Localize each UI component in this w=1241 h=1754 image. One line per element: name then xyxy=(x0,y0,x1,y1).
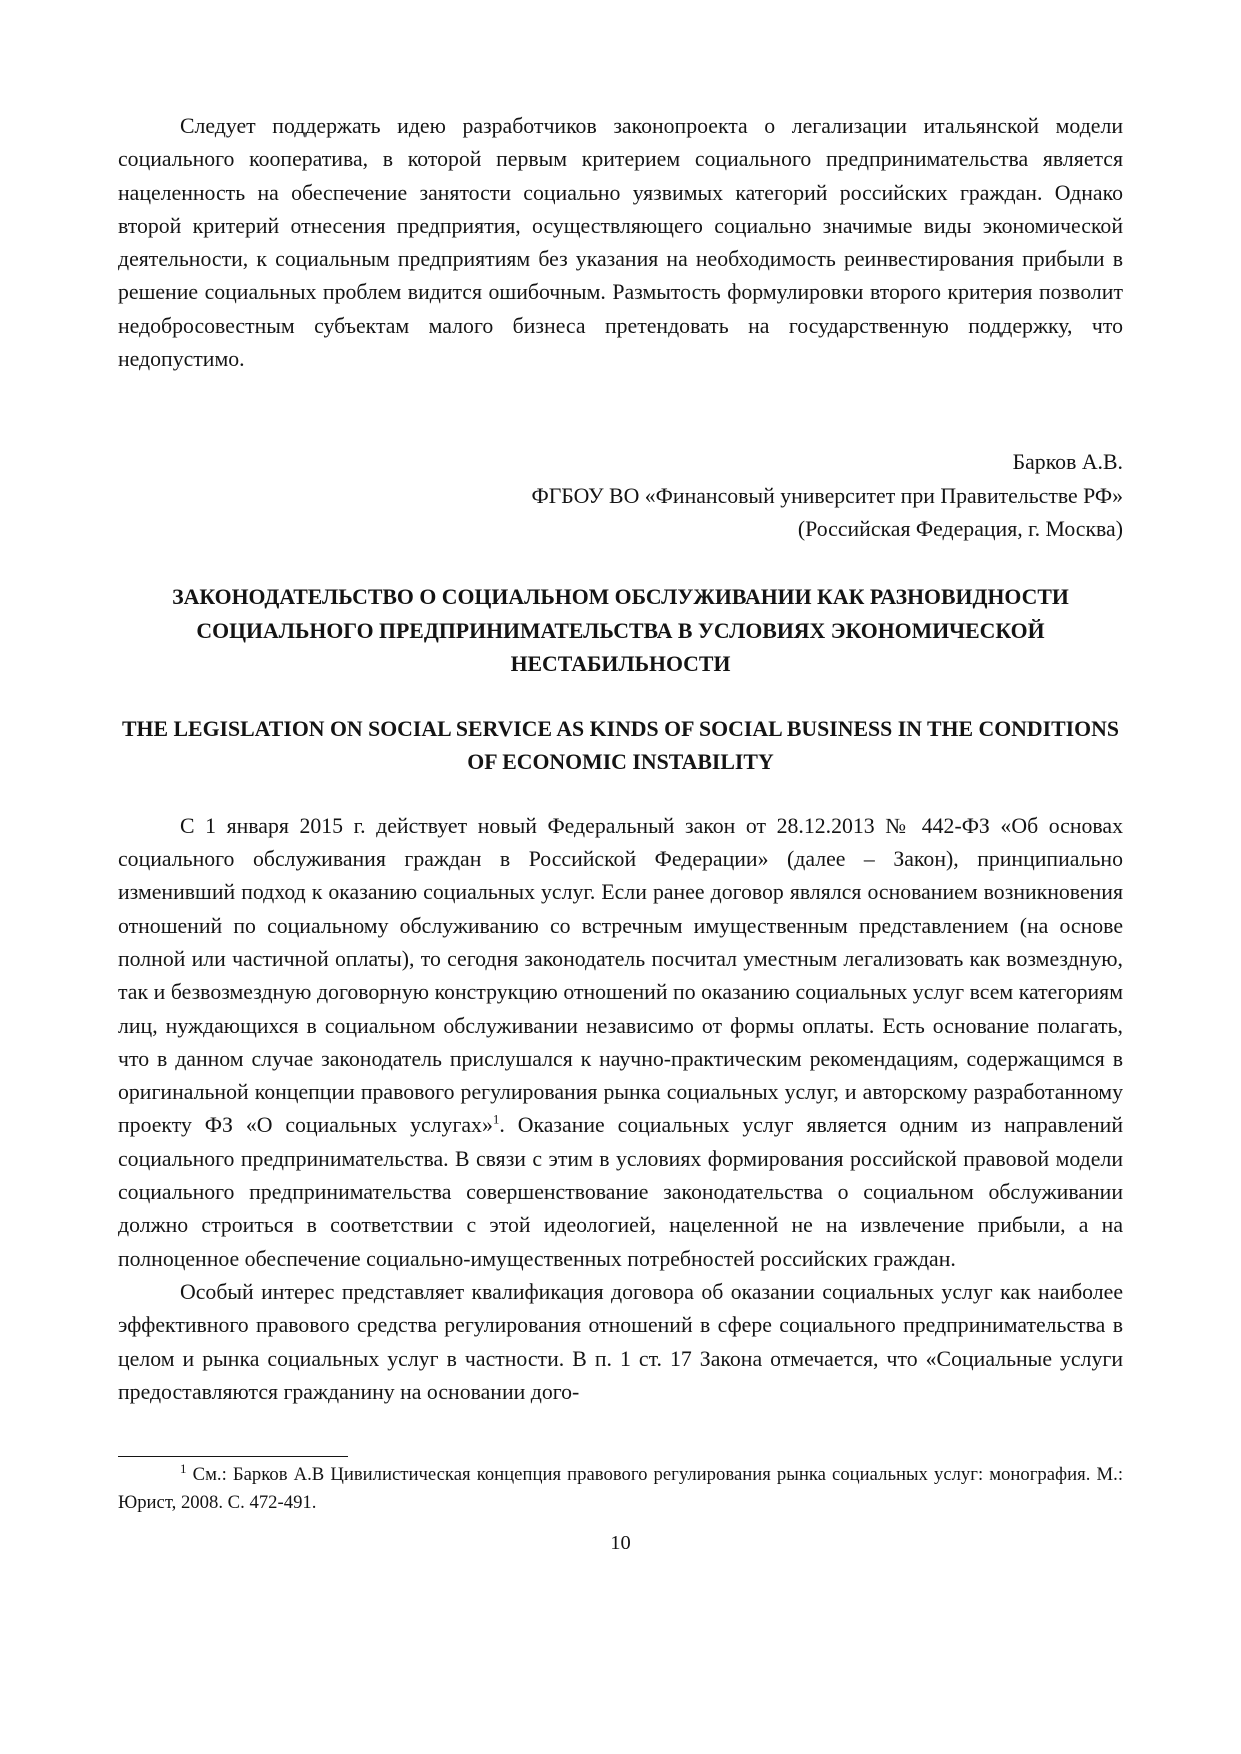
article-body xyxy=(118,810,1123,1409)
page-number: 10 xyxy=(610,1532,631,1554)
author-affiliation: ФГБОУ ВО «Финансовый университет при Правительстве РФ» xyxy=(531,483,1123,508)
body-paragraph: Особый интерес представляет квалификация договора об оказании социальных услуг как наиболее эффективного правового средства регулирования отношений в сфере социального предпринимательства в целом и рынка социальных услуг в частности. В п. 1 ст. 17 Закона отмечается, что «Социальные услуги предоставляются гражданину на основании дого- xyxy=(118,1279,1123,1404)
footnote-text: См.: Барков А.В Цивилистическая концепция правового регулирования рынка социальных услуг: монография. М.: Юрист, 2008. С. 472-491. xyxy=(118,1464,1124,1513)
page-content xyxy=(118,110,1123,1409)
footnote-number: 1 xyxy=(180,1460,187,1476)
article-title-english: THE LEGISLATION ON SOCIAL SERVICE AS KINDS OF SOCIAL BUSINESS IN THE CONDITIONS OF ECONOMIC INSTABILITY xyxy=(122,716,1119,775)
author-location: (Российская Федерация, г. Москва) xyxy=(797,516,1123,541)
intro-paragraph: Следует поддержать идею разработчиков законопроекта о легализации итальянской модели социального кооператива, в которой первым критерием социального предпринимательства является нацеленность на обеспечение занятости социально уязвимых категорий российских граждан. Однако второй критерий отнесения предприятия, осуществляющего социально значимые виды экономической деятельности, к социальным предприятиям без указания на необходимость реинвестирования прибыли в решение социальных проблем видится ошибочным. Размытость формулировки второго критерия позволит недобросовестным субъектам малого бизнеса претендовать на государственную поддержку, что недопустимо. xyxy=(118,114,1123,372)
body-paragraph xyxy=(118,810,1123,1276)
body-paragraph-1-part-2: . Оказание социальных услуг является одним из направлений социального предпринимательства. В связи с этим в условиях формирования российской правовой модели социального предпринимательства совершенствование законодательства о социальном обслуживании должно строиться в соответствии с этой идеологией, нацеленной не на извлечение прибыли, а на полноценное обеспечение социально-имущественных потребностей российских граждан. xyxy=(118,1113,1123,1271)
body-paragraph-1-part-1: С 1 января 2015 г. действует новый Федеральный закон от 28.12.2013 № 442-ФЗ «Об основах социального обслуживания граждан в Российской Федерации» (далее – Закон), принципиально изменивший подход к оказанию социальных услуг. Если ранее договор являлся основанием возникновения отношений по социальному обслуживанию со встречным имущественным представлением (на основе полной или частичной оплаты), то сегодня законодатель посчитал уместным легализовать как возмездную, так и безвозмездную договорную конструкцию отношений по оказанию социальных услуг всем категориям лиц, нуждающихся в социальном обслуживании независимо от формы оплаты. Есть основание полагать, что в данном случае законодатель прислушался к научно-практическим рекомендациям, содержащимся в оригинальной концепции правового регулирования рынка социальных услуг, и авторскому разработанному проекту ФЗ «О социальных услугах» xyxy=(118,813,1123,1138)
footnote xyxy=(118,1461,1123,1517)
author-name: Барков А.В. xyxy=(1012,450,1123,475)
footnote-divider xyxy=(118,1456,348,1457)
footnote-reference: 1 xyxy=(492,1112,500,1128)
author-block xyxy=(118,446,1123,546)
article-title-russian: ЗАКОНОДАТЕЛЬСТВО О СОЦИАЛЬНОМ ОБСЛУЖИВАНИИ КАК РАЗНОВИДНОСТИ СОЦИАЛЬНОГО ПРЕДПРИНИМАТЕЛЬСТВА В УСЛОВИЯХ ЭКОНОМИЧЕСКОЙ НЕСТАБИЛЬНОСТИ xyxy=(172,585,1069,677)
